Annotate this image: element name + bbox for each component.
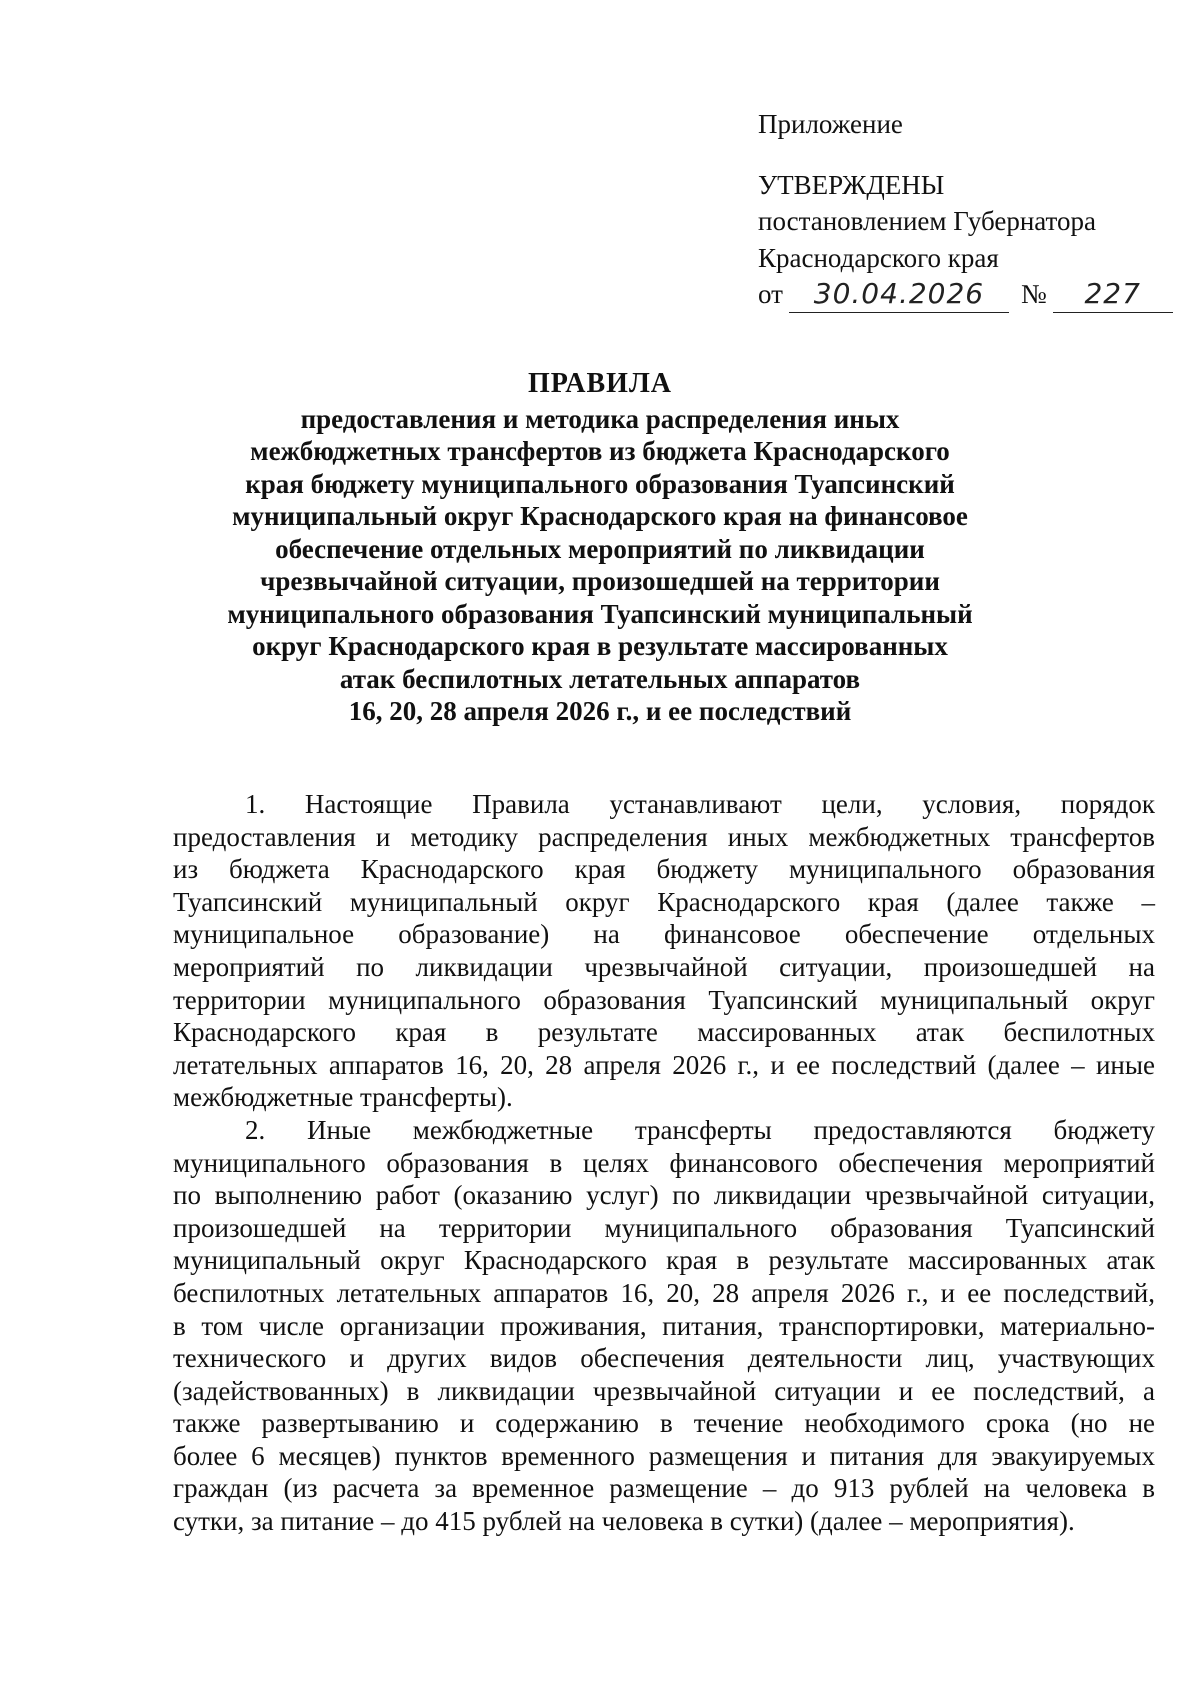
title-line: обеспечение отдельных мероприятий по ликвидации [275, 533, 925, 564]
text-line: беспилотных летательных аппаратов 16, 20, 28 апреля 2026 г., и ее последствий, [173, 1277, 1155, 1308]
text-line: Туапсинский муниципальный округ Краснодарского края (далее также – [173, 886, 1155, 917]
approved-by-line-2: Краснодарского края [758, 242, 999, 273]
text-line: сутки, за питание – до 415 рублей на человека в сутки) (далее – мероприятия). [173, 1506, 1075, 1537]
date-number-row [758, 276, 1173, 313]
approval-block [758, 106, 1173, 313]
text-line: из бюджета Краснодарского края бюджету муниципального образования [173, 854, 1155, 885]
text-line: по выполнению работ (оказанию услуг) по ликвидации чрезвычайной ситуации, [173, 1180, 1155, 1211]
text-line: Краснодарского края в результате массированных атак беспилотных [173, 1017, 1155, 1048]
text-line: также развертыванию и содержанию в течение необходимого срока (но не [173, 1408, 1155, 1439]
text-line: муниципальный округ Краснодарского края в результате массированных атак [173, 1245, 1155, 1276]
text-line: в том числе организации проживания, питания, транспортировки, материально- [173, 1310, 1155, 1341]
text-line: муниципального образования в целях финансового обеспечения мероприятий [173, 1147, 1155, 1178]
text-line: более 6 месяцев) пунктов временного размещения и питания для эвакуируемых [173, 1440, 1155, 1471]
title-line: края бюджету муниципального образования Туапсинский [245, 468, 955, 499]
text-line: территории муниципального образования Туапсинский муниципальный округ [173, 984, 1155, 1015]
title-line: муниципального образования Туапсинский муниципальный [227, 598, 973, 629]
text-line: граждан (из расчета за временное размещение – до 913 рублей на человека в [173, 1473, 1155, 1504]
title-line: межбюджетных трансфертов из бюджета Краснодарского [250, 436, 950, 466]
text-line: 2. Иные межбюджетные трансферты предоставляются бюджету [245, 1114, 1155, 1145]
text-line: 1. Настоящие Правила устанавливают цели, условия, порядок [245, 789, 1155, 819]
title-line: атак беспилотных летательных аппаратов [339, 663, 861, 694]
approved-label: УТВЕРЖДЕНЫ [758, 169, 945, 200]
text-line: мероприятий по ликвидации чрезвычайной ситуации, произошедшей на [173, 951, 1155, 982]
date-prefix: от [758, 279, 783, 309]
text-line: (задействованных) в ликвидации чрезвычайной ситуации и ее последствий, а [173, 1375, 1155, 1406]
title-line: чрезвычайной ситуации, произошедшей на территории [260, 566, 940, 596]
text-line: летательных аппаратов 16, 20, 28 апреля 2026 г., и ее последствий (далее – иные [173, 1049, 1155, 1080]
title-line: муниципальный округ Краснодарского края на финансовое [232, 501, 968, 531]
number-sign: № [1020, 279, 1047, 309]
text-line: технического и других видов обеспечения деятельности лиц, участвующих [173, 1343, 1155, 1374]
document-title [170, 368, 1030, 728]
handwritten-date: 30.04.2026 [789, 278, 1009, 313]
paragraph-1 [173, 788, 1155, 1114]
title-line: предоставления и методика распределения иных [300, 403, 900, 434]
text-line: муниципальное образование) на финансовое обеспечение отдельных [173, 919, 1155, 950]
document-body [173, 788, 1155, 1538]
text-line: произошедшей на территории муниципального образования Туапсинский [173, 1212, 1155, 1243]
title-line: округ Краснодарского края в результате массированных [252, 631, 948, 661]
paragraph-2 [173, 1114, 1155, 1538]
approved-by-line-1: постановлением Губернатора [758, 206, 1096, 236]
handwritten-number: 227 [1053, 278, 1173, 313]
title-line: 16, 20, 28 апреля 2026 г., и ее последствий [348, 696, 852, 726]
text-line: предоставления и методику распределения иных межбюджетных трансфертов [173, 821, 1155, 852]
title-heading: ПРАВИЛА [527, 368, 673, 399]
text-line: межбюджетные трансферты). [173, 1082, 513, 1113]
appendix-label: Приложение [758, 109, 903, 139]
